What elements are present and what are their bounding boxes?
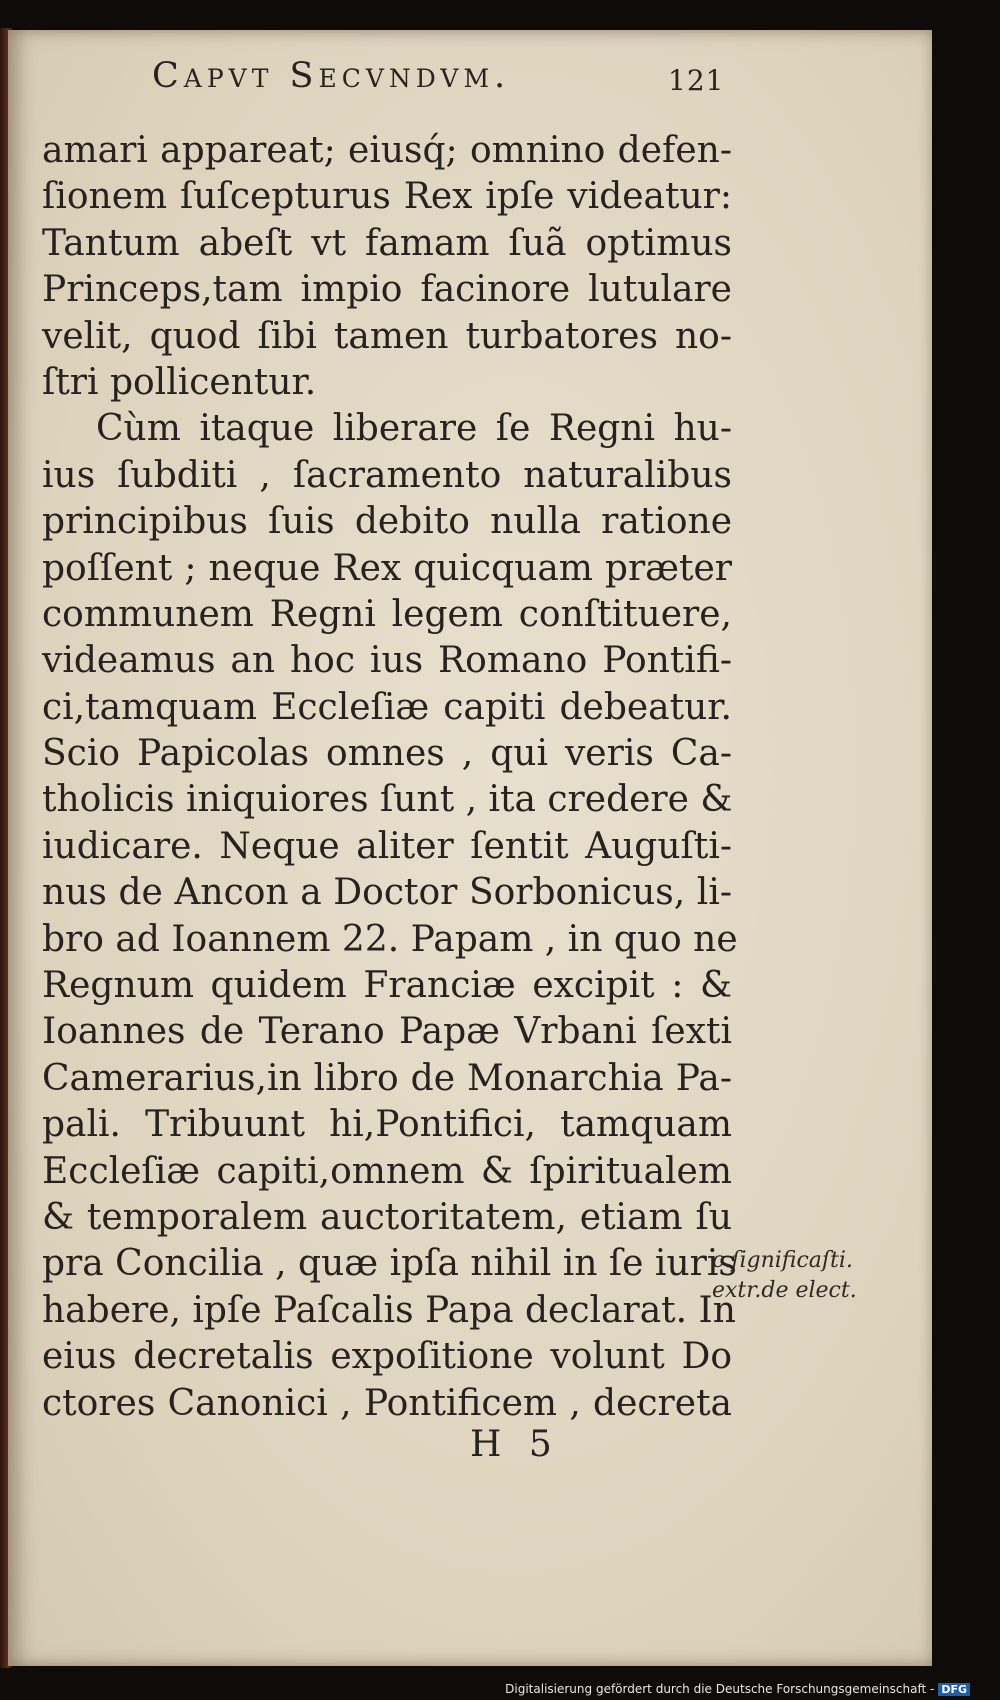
text-line: Tantum abeſt vt famam ſuã optimus (42, 222, 732, 264)
text-line: communem Regni legem conſtituere, (42, 593, 732, 635)
signature-mark: H 5 (470, 1424, 560, 1465)
text-line: poſſent ; neque Rex quicquam præter (42, 547, 732, 589)
text-line: Cùm itaque liberare ſe Regni hu- (96, 408, 732, 450)
text-line: Princeps,tam impio facinore lutulare (42, 269, 732, 311)
text-line: ſtri pollicentur. (42, 361, 317, 403)
marginal-note-line: c.ſignificaſti. (712, 1248, 853, 1273)
text-line: principibus ſuis debito nulla ratione (42, 501, 732, 543)
text-line: Ioannes de Terano Papæ Vrbani ſexti (42, 1011, 732, 1053)
text-line: Camerarius,in libro de Monarchia Pa- (42, 1057, 732, 1099)
text-line: Eccleſiæ capiti,omnem & ſpiritualem (42, 1150, 732, 1192)
marginal-note (712, 1246, 892, 1306)
text-line: tholicis iniquiores ſunt , ita credere & (42, 779, 733, 821)
dfg-logo: DFG (938, 1683, 970, 1696)
text-line: iudicare. Neque aliter ſentit Auguſti- (42, 825, 732, 867)
page-number: 121 (668, 64, 725, 97)
marginal-note-line: extr.de elect. (712, 1278, 857, 1303)
text-line: Regnum quidem Franciæ excipit : & (42, 965, 732, 1007)
text-line: nus de Ancon a Doctor Sorbonicus, li- (42, 872, 732, 914)
text-line: ſionem ſuſcepturus Rex ipſe videatur: (42, 176, 732, 218)
text-line: velit, quod ſibi tamen turbatores no- (42, 315, 732, 357)
text-line: ius ſubditi , ſacramento naturalibus (42, 454, 732, 496)
text-line: Scio Papicolas omnes , qui veris Ca- (42, 733, 732, 775)
text-line: pra Concilia , quæ ipſa nihil in ſe iuris (42, 1243, 737, 1285)
text-line: ctores Canonici , Pontificem , decreta (42, 1382, 732, 1424)
text-block (42, 128, 738, 1427)
text-line: eius decretalis expoſitione volunt Do (42, 1336, 732, 1378)
text-line: & temporalem auctoritatem, etiam ſu (42, 1196, 732, 1238)
footer-credit (505, 1682, 970, 1696)
footer-credit-text: Digitalisierung gefördert durch die Deutsche Forschungsgemeinschaft - (505, 1682, 935, 1696)
text-line: habere, ipſe Paſcalis Papa declarat. In (42, 1289, 736, 1331)
text-line: videamus an hoc ius Romano Pontifi- (42, 640, 732, 682)
text-line: amari appareat; eiusq́; omnino defen- (42, 130, 732, 171)
text-line: ci,tamquam Eccleſiæ capiti debeatur. (42, 686, 732, 728)
text-line: bro ad Ioannem 22. Papam , in quo ne (42, 918, 738, 960)
text-line: pali. Tribuunt hi,Pontifici, tamquam (42, 1104, 732, 1146)
running-head: Capvt Secvndvm. (152, 56, 511, 96)
